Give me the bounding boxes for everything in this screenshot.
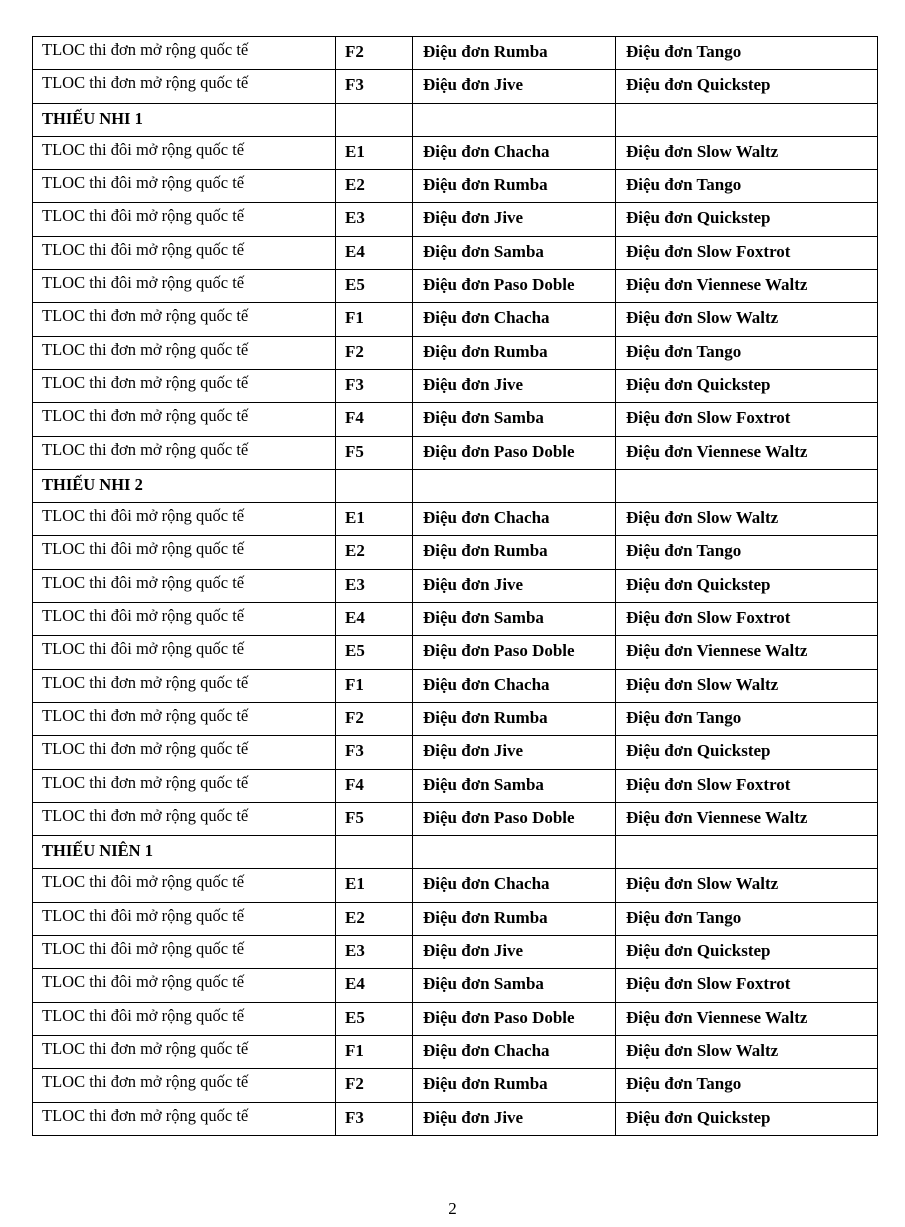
- dance-1-cell: Điệu đơn Rumba: [413, 536, 616, 569]
- table-row: [33, 303, 878, 336]
- event-code-cell: E1: [336, 869, 413, 902]
- table-row: [33, 136, 878, 169]
- event-name-cell: TLOC thi đơn mở rộng quốc tế: [33, 736, 336, 769]
- empty-cell: [616, 103, 878, 136]
- dance-1-cell: Điệu đơn Paso Doble: [413, 636, 616, 669]
- event-code-cell: E1: [336, 503, 413, 536]
- table-row: [33, 969, 878, 1002]
- dance-1-cell: Điệu đơn Chacha: [413, 136, 616, 169]
- dance-2-cell: Điệu đơn Slow Foxtrot: [616, 769, 878, 802]
- dance-2-cell: Điệu đơn Tango: [616, 1069, 878, 1102]
- empty-cell: [413, 469, 616, 502]
- table-row: [33, 203, 878, 236]
- event-name-cell: TLOC thi đơn mở rộng quốc tế: [33, 303, 336, 336]
- dance-1-cell: Điệu đơn Samba: [413, 236, 616, 269]
- dance-2-cell: Điệu đơn Slow Foxtrot: [616, 403, 878, 436]
- event-name-cell: TLOC thi đơn mở rộng quốc tế: [33, 436, 336, 469]
- table-row: [33, 869, 878, 902]
- dance-2-cell: Điệu đơn Quickstep: [616, 203, 878, 236]
- dance-2-cell: Điệu đơn Viennese Waltz: [616, 1002, 878, 1035]
- table-row: [33, 936, 878, 969]
- dance-1-cell: Điệu đơn Chacha: [413, 503, 616, 536]
- event-code-cell: E5: [336, 636, 413, 669]
- empty-cell: [413, 103, 616, 136]
- dance-2-cell: Điệu đơn Quickstep: [616, 70, 878, 103]
- dance-2-cell: Điệu đơn Quickstep: [616, 936, 878, 969]
- dance-1-cell: Điệu đơn Rumba: [413, 702, 616, 735]
- table-row: [33, 603, 878, 636]
- dance-1-cell: Điệu đơn Chacha: [413, 303, 616, 336]
- event-code-cell: F5: [336, 802, 413, 835]
- table-row: [33, 170, 878, 203]
- dance-2-cell: Điệu đơn Tango: [616, 536, 878, 569]
- table-row: [33, 369, 878, 402]
- event-code-cell: E2: [336, 536, 413, 569]
- table-row: [33, 536, 878, 569]
- table-row: [33, 1069, 878, 1102]
- dance-1-cell: Điệu đơn Rumba: [413, 37, 616, 70]
- dance-2-cell: Điệu đơn Tango: [616, 37, 878, 70]
- event-name-cell: TLOC thi đơn mở rộng quốc tế: [33, 403, 336, 436]
- table-row: [33, 403, 878, 436]
- dance-1-cell: Điệu đơn Jive: [413, 569, 616, 602]
- dance-1-cell: Điệu đơn Jive: [413, 369, 616, 402]
- dance-2-cell: Điệu đơn Quickstep: [616, 369, 878, 402]
- dance-1-cell: Điệu đơn Paso Doble: [413, 270, 616, 303]
- dance-2-cell: Điệu đơn Slow Foxtrot: [616, 236, 878, 269]
- event-name-cell: TLOC thi đôi mở rộng quốc tế: [33, 636, 336, 669]
- competition-table: [32, 36, 878, 1136]
- table-row: [33, 769, 878, 802]
- page-number: 2: [448, 1199, 457, 1218]
- table-row: [33, 636, 878, 669]
- table-row: [33, 236, 878, 269]
- dance-2-cell: Điệu đơn Slow Foxtrot: [616, 603, 878, 636]
- dance-1-cell: Điệu đơn Samba: [413, 403, 616, 436]
- table-row: [33, 436, 878, 469]
- dance-1-cell: Điệu đơn Samba: [413, 769, 616, 802]
- dance-2-cell: Điệu đơn Slow Waltz: [616, 503, 878, 536]
- event-name-cell: TLOC thi đôi mở rộng quốc tế: [33, 503, 336, 536]
- event-name-cell: TLOC thi đơn mở rộng quốc tế: [33, 1102, 336, 1135]
- dance-1-cell: Điệu đơn Rumba: [413, 1069, 616, 1102]
- dance-2-cell: Điệu đơn Viennese Waltz: [616, 636, 878, 669]
- dance-1-cell: Điệu đơn Rumba: [413, 902, 616, 935]
- event-code-cell: E3: [336, 569, 413, 602]
- event-code-cell: F1: [336, 1035, 413, 1068]
- event-name-cell: TLOC thi đôi mở rộng quốc tế: [33, 270, 336, 303]
- event-code-cell: F3: [336, 1102, 413, 1135]
- dance-2-cell: Điệu đơn Slow Waltz: [616, 669, 878, 702]
- event-name-cell: TLOC thi đơn mở rộng quốc tế: [33, 802, 336, 835]
- dance-1-cell: Điệu đơn Rumba: [413, 336, 616, 369]
- dance-2-cell: Điệu đơn Tango: [616, 702, 878, 735]
- event-code-cell: F1: [336, 669, 413, 702]
- dance-1-cell: Điệu đơn Rumba: [413, 170, 616, 203]
- dance-1-cell: Điệu đơn Jive: [413, 1102, 616, 1135]
- event-name-cell: TLOC thi đôi mở rộng quốc tế: [33, 1002, 336, 1035]
- dance-2-cell: Điệu đơn Viennese Waltz: [616, 802, 878, 835]
- dance-2-cell: Điệu đơn Tango: [616, 336, 878, 369]
- table-row: [33, 503, 878, 536]
- table-row: [33, 70, 878, 103]
- event-name-cell: TLOC thi đơn mở rộng quốc tế: [33, 336, 336, 369]
- section-title: THIẾU NIÊN 1: [33, 836, 336, 869]
- event-name-cell: TLOC thi đơn mở rộng quốc tế: [33, 669, 336, 702]
- event-code-cell: F1: [336, 303, 413, 336]
- event-name-cell: TLOC thi đôi mở rộng quốc tế: [33, 203, 336, 236]
- event-name-cell: TLOC thi đơn mở rộng quốc tế: [33, 369, 336, 402]
- event-code-cell: E4: [336, 969, 413, 1002]
- event-name-cell: TLOC thi đôi mở rộng quốc tế: [33, 936, 336, 969]
- event-name-cell: TLOC thi đôi mở rộng quốc tế: [33, 902, 336, 935]
- event-code-cell: E2: [336, 902, 413, 935]
- empty-cell: [616, 469, 878, 502]
- event-code-cell: F3: [336, 70, 413, 103]
- table-row: [33, 569, 878, 602]
- empty-cell: [413, 836, 616, 869]
- event-name-cell: TLOC thi đôi mở rộng quốc tế: [33, 969, 336, 1002]
- event-name-cell: TLOC thi đơn mở rộng quốc tế: [33, 70, 336, 103]
- dance-1-cell: Điệu đơn Paso Doble: [413, 802, 616, 835]
- table-row: [33, 37, 878, 70]
- event-name-cell: TLOC thi đơn mở rộng quốc tế: [33, 702, 336, 735]
- event-code-cell: E1: [336, 136, 413, 169]
- event-code-cell: F2: [336, 336, 413, 369]
- event-code-cell: F3: [336, 369, 413, 402]
- event-code-cell: F3: [336, 736, 413, 769]
- table-row: [33, 1102, 878, 1135]
- event-name-cell: TLOC thi đơn mở rộng quốc tế: [33, 1069, 336, 1102]
- event-name-cell: TLOC thi đôi mở rộng quốc tế: [33, 603, 336, 636]
- section-header-row: [33, 469, 878, 502]
- dance-2-cell: Điệu đơn Slow Waltz: [616, 303, 878, 336]
- table-row: [33, 736, 878, 769]
- empty-cell: [616, 836, 878, 869]
- table-row: [33, 902, 878, 935]
- dance-2-cell: Điệu đơn Slow Foxtrot: [616, 969, 878, 1002]
- dance-2-cell: Điệu đơn Tango: [616, 902, 878, 935]
- dance-2-cell: Điệu đơn Tango: [616, 170, 878, 203]
- event-name-cell: TLOC thi đơn mở rộng quốc tế: [33, 37, 336, 70]
- event-name-cell: TLOC thi đôi mở rộng quốc tế: [33, 869, 336, 902]
- section-title: THIẾU NHI 1: [33, 103, 336, 136]
- event-name-cell: TLOC thi đôi mở rộng quốc tế: [33, 569, 336, 602]
- dance-2-cell: Điệu đơn Quickstep: [616, 1102, 878, 1135]
- dance-2-cell: Điệu đơn Slow Waltz: [616, 136, 878, 169]
- event-code-cell: E4: [336, 603, 413, 636]
- dance-1-cell: Điệu đơn Chacha: [413, 1035, 616, 1068]
- dance-1-cell: Điệu đơn Chacha: [413, 669, 616, 702]
- dance-1-cell: Điệu đơn Paso Doble: [413, 1002, 616, 1035]
- event-code-cell: E2: [336, 170, 413, 203]
- event-code-cell: F4: [336, 403, 413, 436]
- dance-2-cell: Điệu đơn Quickstep: [616, 736, 878, 769]
- section-title: THIẾU NHI 2: [33, 469, 336, 502]
- dance-1-cell: Điệu đơn Samba: [413, 969, 616, 1002]
- table-row: [33, 336, 878, 369]
- dance-1-cell: Điệu đơn Jive: [413, 936, 616, 969]
- dance-2-cell: Điệu đơn Slow Waltz: [616, 869, 878, 902]
- table-row: [33, 1035, 878, 1068]
- event-code-cell: E3: [336, 936, 413, 969]
- dance-1-cell: Điệu đơn Jive: [413, 203, 616, 236]
- dance-1-cell: Điệu đơn Samba: [413, 603, 616, 636]
- event-name-cell: TLOC thi đơn mở rộng quốc tế: [33, 1035, 336, 1068]
- table-row: [33, 669, 878, 702]
- dance-1-cell: Điệu đơn Paso Doble: [413, 436, 616, 469]
- dance-2-cell: Điệu đơn Quickstep: [616, 569, 878, 602]
- dance-2-cell: Điệu đơn Viennese Waltz: [616, 270, 878, 303]
- dance-1-cell: Điệu đơn Chacha: [413, 869, 616, 902]
- competition-table-body: [33, 37, 878, 1136]
- empty-cell: [336, 836, 413, 869]
- dance-1-cell: Điệu đơn Jive: [413, 736, 616, 769]
- empty-cell: [336, 469, 413, 502]
- event-code-cell: E5: [336, 1002, 413, 1035]
- table-row: [33, 802, 878, 835]
- event-name-cell: TLOC thi đôi mở rộng quốc tế: [33, 136, 336, 169]
- dance-2-cell: Điệu đơn Slow Waltz: [616, 1035, 878, 1068]
- section-header-row: [33, 103, 878, 136]
- event-name-cell: TLOC thi đơn mở rộng quốc tế: [33, 769, 336, 802]
- dance-1-cell: Điệu đơn Jive: [413, 70, 616, 103]
- event-code-cell: F2: [336, 1069, 413, 1102]
- empty-cell: [336, 103, 413, 136]
- event-code-cell: E4: [336, 236, 413, 269]
- event-name-cell: TLOC thi đôi mở rộng quốc tế: [33, 170, 336, 203]
- event-code-cell: F2: [336, 702, 413, 735]
- event-name-cell: TLOC thi đôi mở rộng quốc tế: [33, 536, 336, 569]
- event-code-cell: F4: [336, 769, 413, 802]
- section-header-row: [33, 836, 878, 869]
- dance-2-cell: Điệu đơn Viennese Waltz: [616, 436, 878, 469]
- event-code-cell: E5: [336, 270, 413, 303]
- event-code-cell: E3: [336, 203, 413, 236]
- table-row: [33, 1002, 878, 1035]
- table-row: [33, 270, 878, 303]
- table-row: [33, 702, 878, 735]
- event-code-cell: F5: [336, 436, 413, 469]
- event-name-cell: TLOC thi đôi mở rộng quốc tế: [33, 236, 336, 269]
- event-code-cell: F2: [336, 37, 413, 70]
